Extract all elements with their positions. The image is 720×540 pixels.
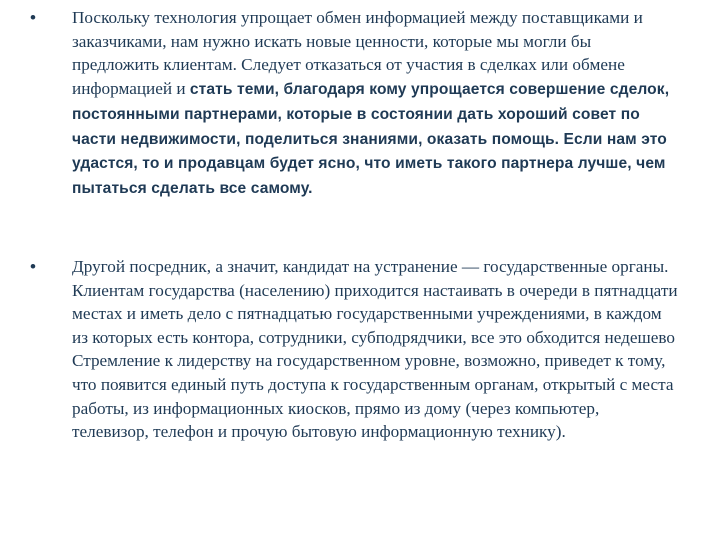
bullet-marker: • xyxy=(30,257,36,276)
paragraph-2 xyxy=(72,255,680,444)
paragraph-2-normal-text: Другой посредник, а значит, кандидат на устранение — государственные органы. Клиентам государства (населению) приходится настаивать в очереди в пятнадцати местах и иметь дело с пятнадцатью государственными учреждениями, в каждом из которых есть контора, сотрудники, субподрядчики, все это обходится недешево Стремление к лидерству на государственном уровне, возможно, приведет к тому, что появится единый путь доступа к государственным органам, открытый с места работы, из информационных киосков, прямо из дому (через компьютер, телевизор, телефон и прочую бытовую информационную технику). xyxy=(72,257,678,442)
paragraph-1-bold-text: стать теми, благодаря кому упрощается совершение сделок, постоянными партнерами, которые в состоянии дать хороший совет по части недвижимости, поделиться знаниями, оказать помощь. Если нам это удастся, то и продавцам будет ясно, что иметь такого партнера лучше, чем пытаться сделать все самому. xyxy=(72,81,670,197)
bullet-item-1 xyxy=(30,6,680,201)
paragraph-1-normal-text: Поскольку технология упрощает обмен информацией между поставщиками и заказчиками, нам нужно искать новые ценности, которые мы могли бы предложить клиентам. Следует отказаться от участия в сделках или обмене информацией и xyxy=(72,8,643,99)
paragraph-1 xyxy=(72,6,680,201)
bullet-marker: • xyxy=(30,8,36,27)
bullet-item-2 xyxy=(30,255,680,444)
